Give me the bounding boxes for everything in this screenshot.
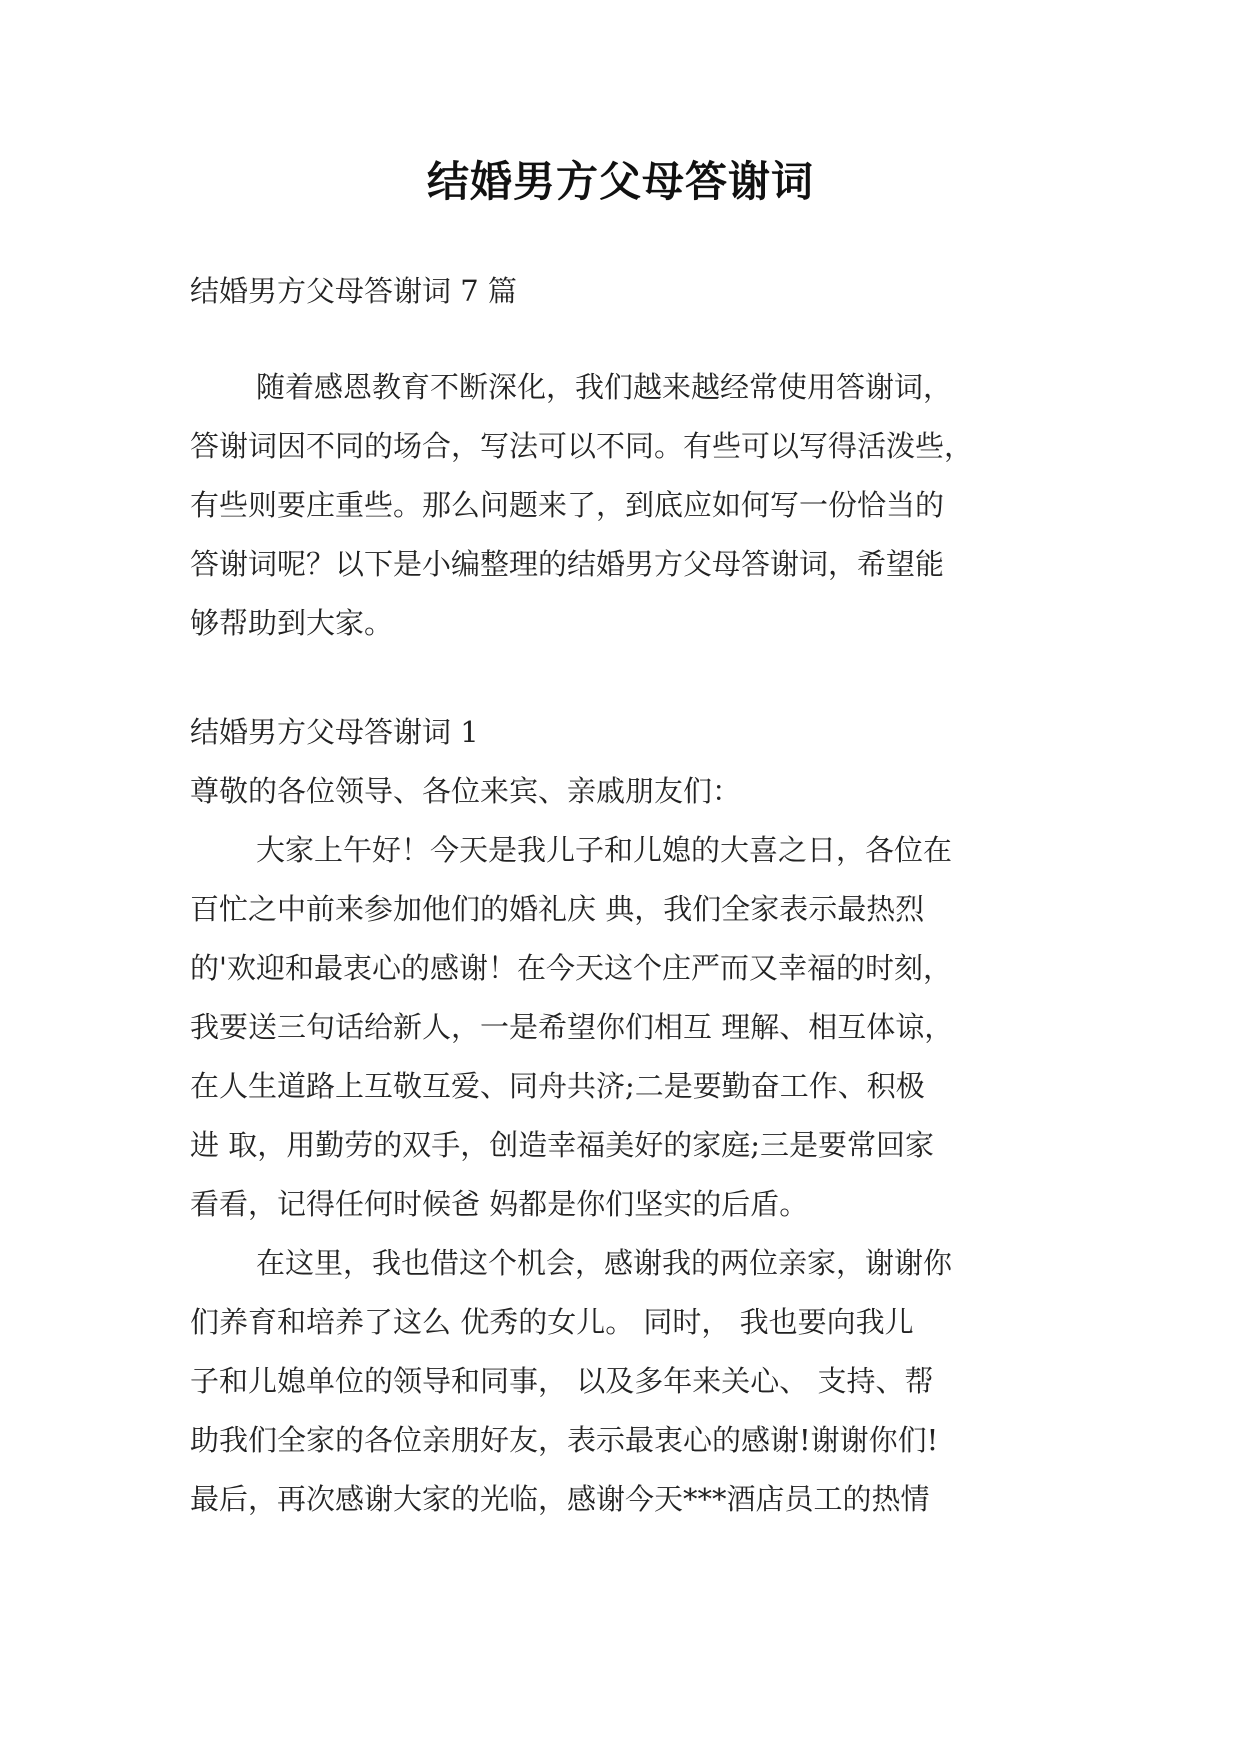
document-subtitle: 结婚男方父母答谢词 7 篇	[190, 274, 517, 308]
section-heading: 结婚男方父母答谢词 1	[190, 715, 479, 749]
paragraph-line: 随着感恩教育不断深化，我们越来越经常使用答谢词，	[256, 370, 953, 404]
paragraph-line: 百忙之中前来参加他们的婚礼庆 典，我们全家表示最热烈	[190, 892, 925, 926]
paragraph-line: 进 取，用勤劳的双手，创造幸福美好的家庭;三是要常回家	[190, 1128, 934, 1162]
paragraph-line: 的'欢迎和最衷心的感谢！在今天这个庄严而又幸福的时刻，	[190, 951, 952, 985]
salutation: 尊敬的各位领导、各位来宾、亲戚朋友们：	[190, 774, 742, 808]
paragraph-line: 大家上午好！今天是我儿子和儿媳的大喜之日，各位在	[256, 833, 953, 867]
speech-paragraph-1	[190, 821, 1062, 1234]
paragraph-line: 最后，再次感谢大家的光临，感谢今天***酒店员工的热情	[190, 1482, 930, 1516]
paragraph-line: 子和儿媳单位的领导和同事， 以及多年来关心、 支持、帮	[190, 1364, 934, 1398]
document-body	[190, 262, 1062, 1529]
paragraph-line: 们养育和培养了这么 优秀的女儿。 同时， 我也要向我儿	[190, 1305, 914, 1339]
paragraph-line: 答谢词呢？以下是小编整理的结婚男方父母答谢词，希望能	[190, 547, 945, 581]
paragraph-line: 我要送三句话给新人，一是希望你们相互 理解、相互体谅，	[190, 1010, 954, 1044]
paragraph-line: 助我们全家的各位亲朋好友，表示最衷心的感谢!谢谢你们!	[190, 1423, 939, 1457]
intro-paragraph	[190, 358, 1062, 653]
paragraph-line: 够帮助到大家。	[190, 606, 394, 640]
document-title: 结婚男方父母答谢词	[426, 157, 814, 206]
paragraph-line: 答谢词因不同的场合，写法可以不同。有些可以写得活泼些，	[190, 429, 974, 463]
paragraph-line: 有些则要庄重些。那么问题来了，到底应如何写一份恰当的	[190, 488, 945, 522]
paragraph-line: 看看，记得任何时候爸 妈都是你们坚实的后盾。	[190, 1187, 809, 1221]
paragraph-line: 在这里，我也借这个机会，感谢我的两位亲家，谢谢你	[256, 1246, 953, 1280]
paragraph-line: 在人生道路上互敬互爱、同舟共济;二是要勤奋工作、积极	[190, 1069, 925, 1103]
speech-paragraph-2	[190, 1234, 1062, 1529]
